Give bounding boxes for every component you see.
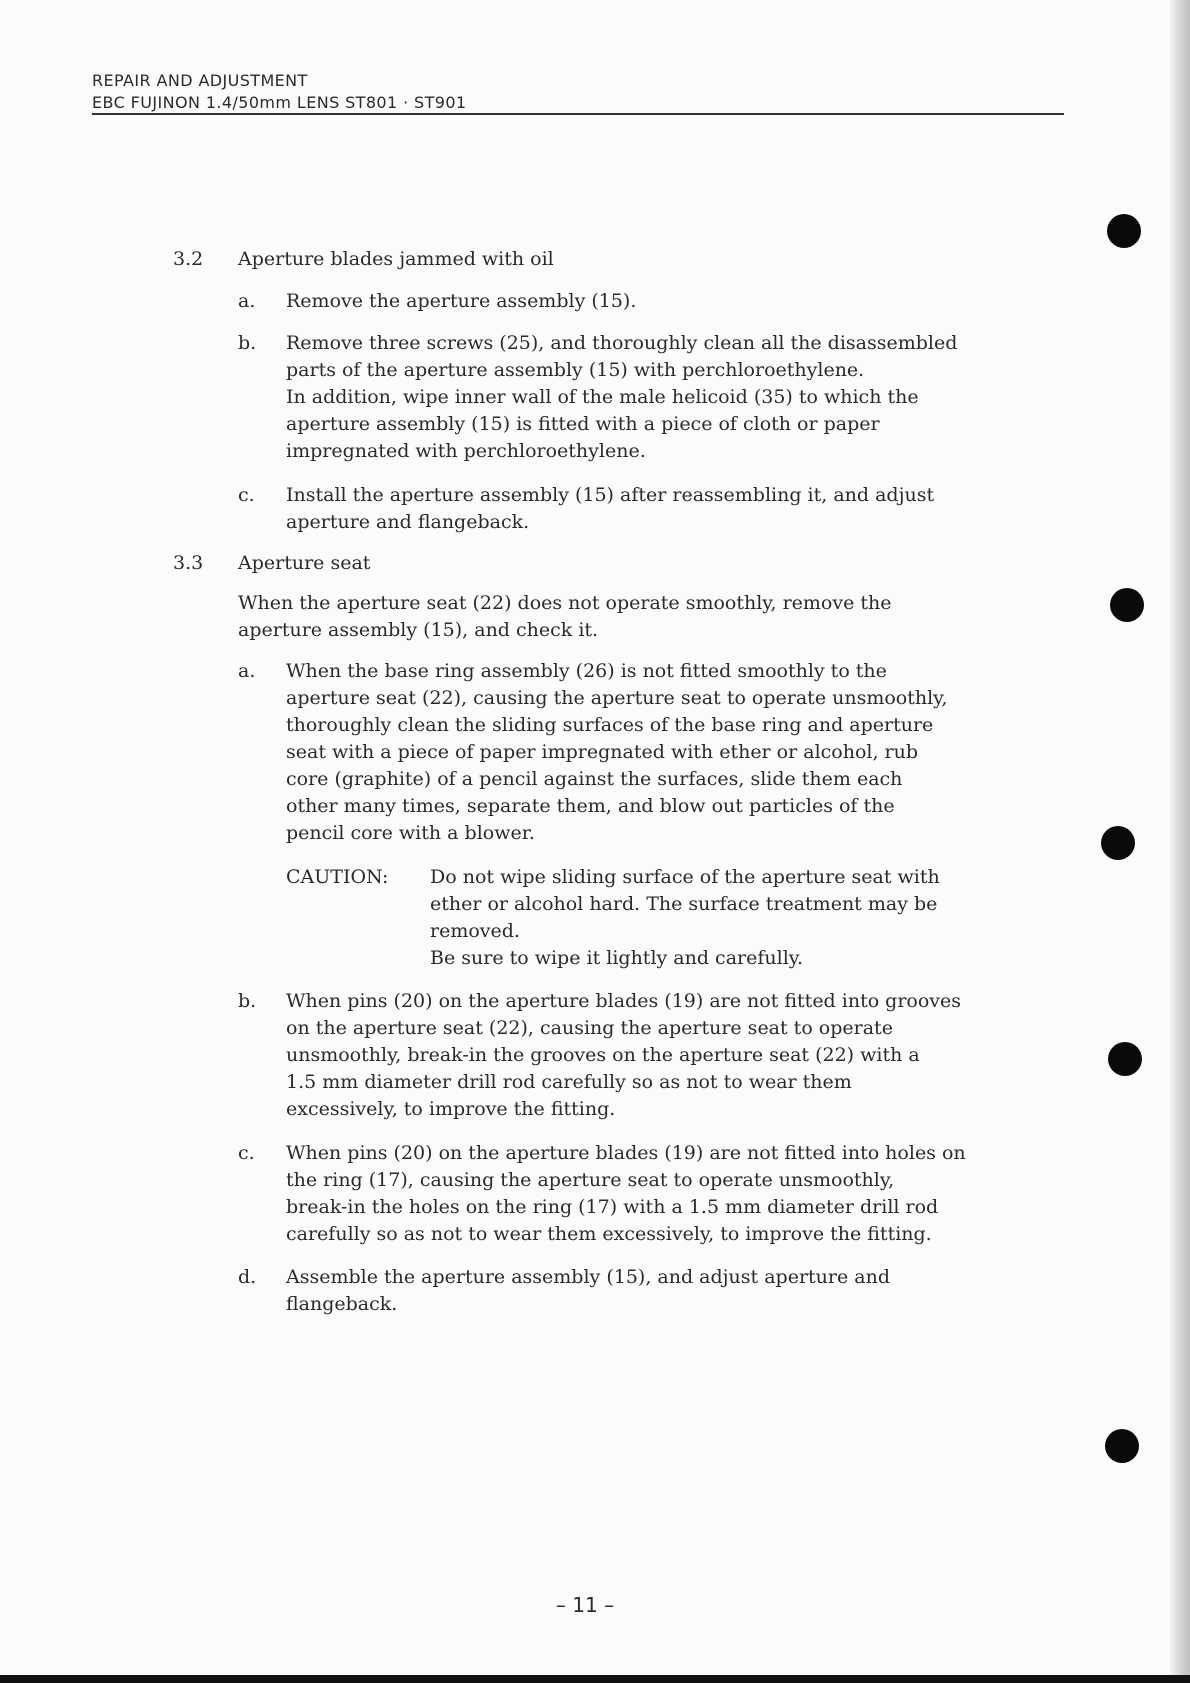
text-line: aperture assembly (15), and check it. [238, 619, 599, 641]
text-line: Install the aperture assembly (15) after reassembling it, and adjust [286, 484, 935, 506]
text-line: on the aperture seat (22), causing the aperture seat to operate [286, 1017, 893, 1039]
binder-hole [1108, 1042, 1142, 1076]
text-line: impregnated with perchloroethylene. [286, 440, 646, 462]
text-line: pencil core with a blower. [286, 822, 535, 844]
section-number: 3.2 [173, 248, 204, 270]
section-intro [238, 590, 1056, 644]
text-line: ether or alcohol hard. The surface treatment may be [430, 893, 938, 915]
item-letter: c. [238, 1142, 255, 1164]
section-number: 3.3 [173, 552, 204, 574]
list-item-text [286, 330, 1056, 465]
text-line: 1.5 mm diameter drill rod carefully so as not to wear them [286, 1071, 852, 1093]
binder-hole [1107, 214, 1141, 248]
item-letter: b. [238, 332, 257, 354]
item-letter: b. [238, 990, 257, 1012]
text-line: flangeback. [286, 1293, 398, 1315]
text-line: When the aperture seat (22) does not operate smoothly, remove the [238, 592, 892, 614]
text-line: excessively, to improve the fitting. [286, 1098, 616, 1120]
binder-hole [1101, 826, 1135, 860]
text-line: aperture assembly (15) is fitted with a piece of cloth or paper [286, 413, 880, 435]
list-item-text [286, 658, 1056, 847]
page-bottom-border [0, 1675, 1190, 1683]
header-title: REPAIR AND ADJUSTMENT [92, 71, 308, 90]
list-item-text [286, 988, 1056, 1123]
text-line: carefully so as not to wear them excessively, to improve the fitting. [286, 1223, 932, 1245]
header-subtitle: EBC FUJINON 1.4/50mm LENS ST801 · ST901 [92, 93, 467, 112]
text-line: Remove three screws (25), and thoroughly clean all the disassembled [286, 332, 958, 354]
caution-text [430, 864, 1056, 972]
text-line: Remove the aperture assembly (15). [286, 290, 637, 312]
text-line: aperture seat (22), causing the aperture seat to operate unsmoothly, [286, 687, 948, 709]
text-line: unsmoothly, break-in the grooves on the aperture seat (22) with a [286, 1044, 920, 1066]
text-line: seat with a piece of paper impregnated with ether or alcohol, rub [286, 741, 919, 763]
binder-hole [1110, 588, 1144, 622]
list-item-text [286, 1140, 1056, 1248]
caution-label: CAUTION: [286, 866, 389, 888]
page-edge-shadow [1170, 0, 1190, 1683]
item-letter: d. [238, 1266, 257, 1288]
list-item-text [286, 482, 1056, 536]
text-line: thoroughly clean the sliding surfaces of the base ring and aperture [286, 714, 934, 736]
binder-hole [1105, 1429, 1139, 1463]
text-line: core (graphite) of a pencil against the surfaces, slide them each [286, 768, 903, 790]
item-letter: c. [238, 484, 255, 506]
item-letter: a. [238, 290, 256, 312]
text-line: parts of the aperture assembly (15) with perchloroethylene. [286, 359, 865, 381]
text-line: When the base ring assembly (26) is not fitted smoothly to the [286, 660, 887, 682]
text-line: other many times, separate them, and blow out particles of the [286, 795, 895, 817]
header-rule [92, 113, 1064, 115]
text-line: When pins (20) on the aperture blades (19) are not fitted into grooves [286, 990, 962, 1012]
item-letter: a. [238, 660, 256, 682]
section-title: Aperture seat [238, 552, 371, 574]
text-line: Do not wipe sliding surface of the aperture seat with [430, 866, 940, 888]
text-line: Be sure to wipe it lightly and carefully. [430, 947, 804, 969]
text-line: Assemble the aperture assembly (15), and adjust aperture and [286, 1266, 890, 1288]
list-item-text [286, 288, 1056, 315]
text-line: break-in the holes on the ring (17) with a 1.5 mm diameter drill rod [286, 1196, 939, 1218]
text-line: In addition, wipe inner wall of the male helicoid (35) to which the [286, 386, 919, 408]
running-header [92, 70, 467, 114]
text-line: aperture and flangeback. [286, 511, 530, 533]
text-line: When pins (20) on the aperture blades (19) are not fitted into holes on [286, 1142, 966, 1164]
section-title: Aperture blades jammed with oil [238, 248, 554, 270]
text-line: the ring (17), causing the aperture seat to operate unsmoothly, [286, 1169, 895, 1191]
list-item-text [286, 1264, 1056, 1318]
page-number: – 11 – [555, 1593, 615, 1617]
text-line: removed. [430, 920, 520, 942]
